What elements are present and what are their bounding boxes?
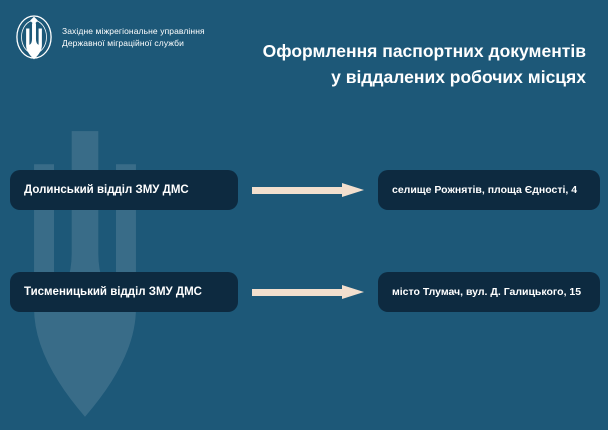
mapping-row (0, 170, 608, 210)
address-pill[interactable] (378, 272, 600, 312)
page-title-line1: Оформлення паспортних документів (262, 41, 586, 61)
address-label: селище Рожнятів, площа Єдності, 4 (392, 184, 578, 196)
trident-emblem-icon (14, 14, 54, 60)
page-title-line2: у віддалених робочих місцях (331, 67, 586, 87)
address-label: місто Тлумач, вул. Д. Галицького, 15 (392, 286, 582, 298)
arrow-right-icon (252, 183, 366, 197)
page-title (166, 38, 586, 90)
office-pill[interactable] (10, 272, 238, 312)
arrow-right-icon (252, 285, 366, 299)
office-pill[interactable] (10, 170, 238, 210)
mapping-row (0, 272, 608, 312)
logo-text-line1: Західне міжрегіональне управління (62, 26, 205, 36)
address-pill[interactable] (378, 170, 600, 210)
office-label: Тисменицький відділ ЗМУ ДМС (24, 286, 202, 298)
office-label: Долинський відділ ЗМУ ДМС (24, 184, 189, 196)
logo-text-line2: Державної міграційної служби (62, 38, 184, 48)
